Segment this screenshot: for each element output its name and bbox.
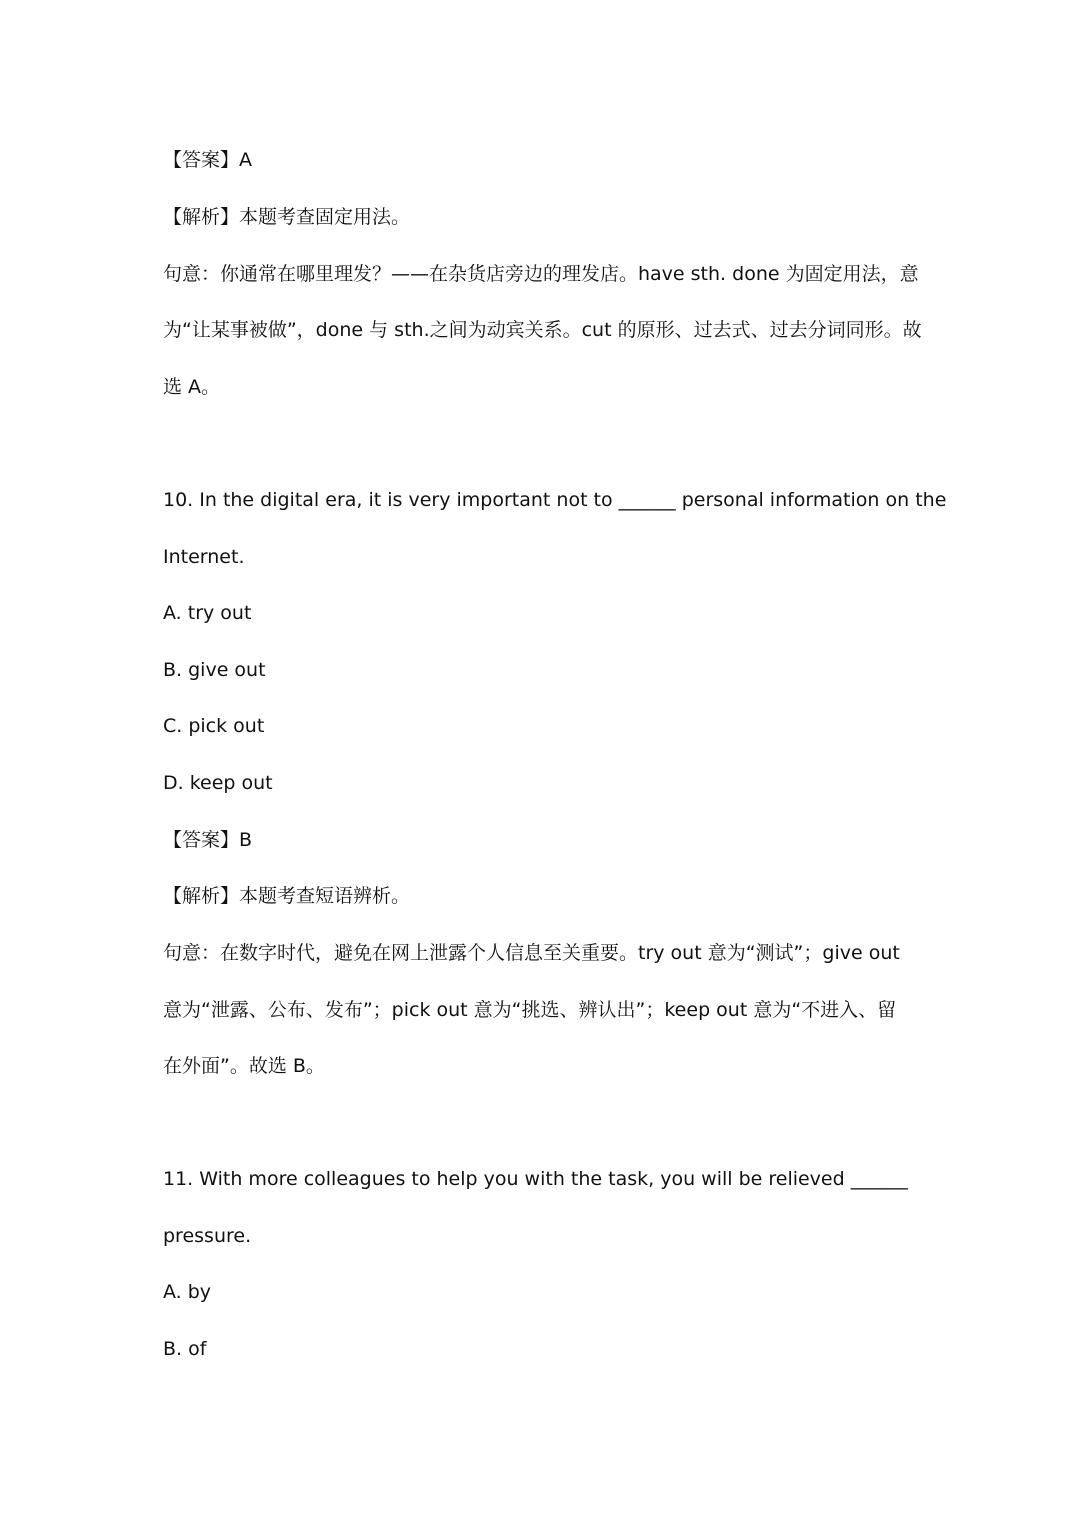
- q9-explanation-line: 为“让某事被做”，done 与 sth.之间为动宾关系。cut 的原形、过去式、过去分词同形。故: [163, 319, 922, 341]
- q10-option-b: B. give out: [163, 659, 266, 681]
- q10-answer: 【答案】B: [163, 829, 253, 851]
- q9-analysis-title: 【解析】本题考查固定用法。: [163, 206, 411, 228]
- q11-question-line: pressure.: [163, 1225, 252, 1247]
- q10-analysis-title: 【解析】本题考查短语辨析。: [163, 885, 411, 907]
- q10-question-line: Internet.: [163, 546, 245, 568]
- q10-option-d: D. keep out: [163, 772, 273, 794]
- q9-answer: 【答案】A: [163, 149, 252, 171]
- q9-explanation-line: 句意：你通常在哪里理发？——在杂货店旁边的理发店。have sth. done 为固定用法，意: [163, 263, 919, 285]
- q10-explanation-line: 在外面”。故选 B。: [163, 1055, 325, 1077]
- q10-question-line: 10. In the digital era, it is very important not to ______ personal information on the: [163, 489, 947, 511]
- q10-option-c: C. pick out: [163, 715, 265, 737]
- q11-option-b: B. of: [163, 1338, 207, 1360]
- q11-question-line: 11. With more colleagues to help you with the task, you will be relieved ______: [163, 1168, 908, 1190]
- q10-option-a: A. try out: [163, 602, 252, 624]
- q11-option-a: A. by: [163, 1281, 212, 1303]
- q9-explanation-line: 选 A。: [163, 376, 221, 398]
- q10-explanation-line: 句意：在数字时代，避免在网上泄露个人信息至关重要。try out 意为“测试”；give out: [163, 942, 900, 964]
- q10-explanation-line: 意为“泄露、公布、发布”；pick out 意为“挑选、辨认出”；keep out 意为“不进入、留: [163, 999, 897, 1021]
